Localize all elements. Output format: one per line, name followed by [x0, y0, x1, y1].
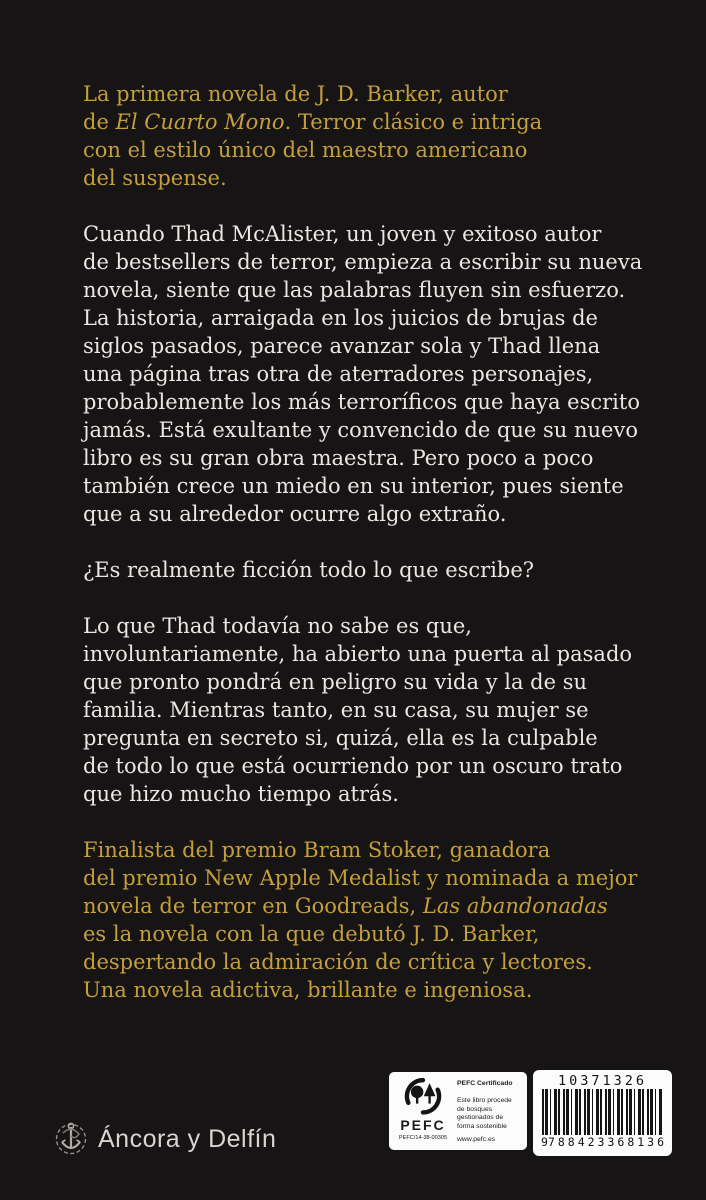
back-cover-blurb: [83, 80, 642, 1032]
text-line: La primera novela de J. D. Barker, autor: [83, 82, 508, 106]
question-line: [83, 556, 642, 584]
text-line: del suspense.: [83, 166, 227, 190]
text-line: con el estilo único del maestro americano: [83, 138, 528, 162]
pefc-certificate-code: PEFC/14-38-00305: [398, 1135, 448, 1141]
pefc-wordmark: PEFC: [400, 1117, 446, 1133]
text-line: pregunta en secreto si, quizá, ella es la culpable: [83, 726, 598, 750]
text-line: familia. Mientras tanto, en su casa, su mujer se: [83, 698, 589, 722]
ancora-delfin-emblem-icon: [54, 1120, 88, 1158]
publisher-imprint: [54, 1120, 276, 1158]
pefc-description: Este libro procede de bosques gestionados de forma sostenible: [457, 1097, 512, 1130]
text-line: una página tras otra de aterradores personajes,: [83, 362, 594, 386]
publisher-name: Áncora y Delfín: [98, 1124, 277, 1153]
ean-prefix: 9: [541, 1135, 548, 1149]
intro-paragraph: [83, 80, 642, 192]
book-title-el-cuarto-mono: El Cuarto Mono: [115, 110, 285, 134]
pefc-text-block: [452, 1077, 521, 1146]
ean-group-1: 788423: [547, 1135, 608, 1149]
text-line: novela de terror en Goodreads, Las abandonadas: [83, 894, 608, 918]
text-line: también crece un miedo en su interior, pues siente: [83, 474, 624, 498]
text-line: Cuando Thad McAlister, un joven y exitoso autor: [83, 222, 602, 246]
text-line: libro es su gran obra maestra. Pero poco a poco: [83, 446, 594, 470]
barcode-ean-digits: [540, 1135, 668, 1149]
text-line: Finalista del premio Bram Stoker, ganadora: [83, 838, 551, 862]
text-line: La historia, arraigada en los juicios de brujas de: [83, 306, 598, 330]
barcode-bars: [542, 1089, 663, 1135]
text-line: despertando la admiración de crítica y lectores.: [83, 950, 593, 974]
text-line: de todo lo que está ocurriendo por un oscuro trato: [83, 754, 623, 778]
pefc-certification-label: [389, 1072, 527, 1150]
text-line: siglos pasados, parece avanzar sola y Thad llena: [83, 334, 601, 358]
text-line: que pronto pondrá en peligro su vida y la de su: [83, 670, 587, 694]
ean-group-2: 368136: [607, 1135, 668, 1149]
text-line: que hizo mucho tiempo atrás.: [83, 782, 399, 806]
book-title-las-abandonadas: Las abandonadas: [422, 894, 608, 918]
pefc-url: www.pefc.es: [457, 1136, 496, 1143]
pefc-logo-block: [394, 1077, 452, 1146]
text-line: ¿Es realmente ficción todo lo que escribe?: [83, 558, 535, 582]
text-line: del premio New Apple Medalist y nominada a mejor: [83, 866, 638, 890]
barcode-top-number: 10371326: [557, 1073, 648, 1089]
synopsis-paragraph-2: [83, 612, 642, 808]
pefc-title: PEFC Certificado: [457, 1080, 513, 1087]
text-line: de El Cuarto Mono. Terror clásico e intriga: [83, 110, 543, 134]
synopsis-paragraph-1: [83, 220, 642, 528]
text-line: involuntariamente, ha abierto una puerta al pasado: [83, 642, 633, 666]
text-line: Lo que Thad todavía no sabe es que,: [83, 614, 472, 638]
text-line: novela, siente que las palabras fluyen sin esfuerzo.: [83, 278, 626, 302]
text-line: Una novela adictiva, brillante e ingeniosa.: [83, 978, 533, 1002]
text-line: es la novela con la que debutó J. D. Barker,: [83, 922, 540, 946]
text-line: que a su alrededor ocurre algo extraño.: [83, 502, 507, 526]
text-line: probablemente los más terroríficos que haya escrito: [83, 390, 640, 414]
text-line: jamás. Está exultante y convencido de que su nuevo: [83, 418, 638, 442]
barcode-label: [533, 1070, 672, 1156]
pefc-trees-icon: [401, 1077, 445, 1117]
text-line: de bestsellers de terror, empieza a escribir su nueva: [83, 250, 643, 274]
awards-paragraph: [83, 836, 642, 1004]
